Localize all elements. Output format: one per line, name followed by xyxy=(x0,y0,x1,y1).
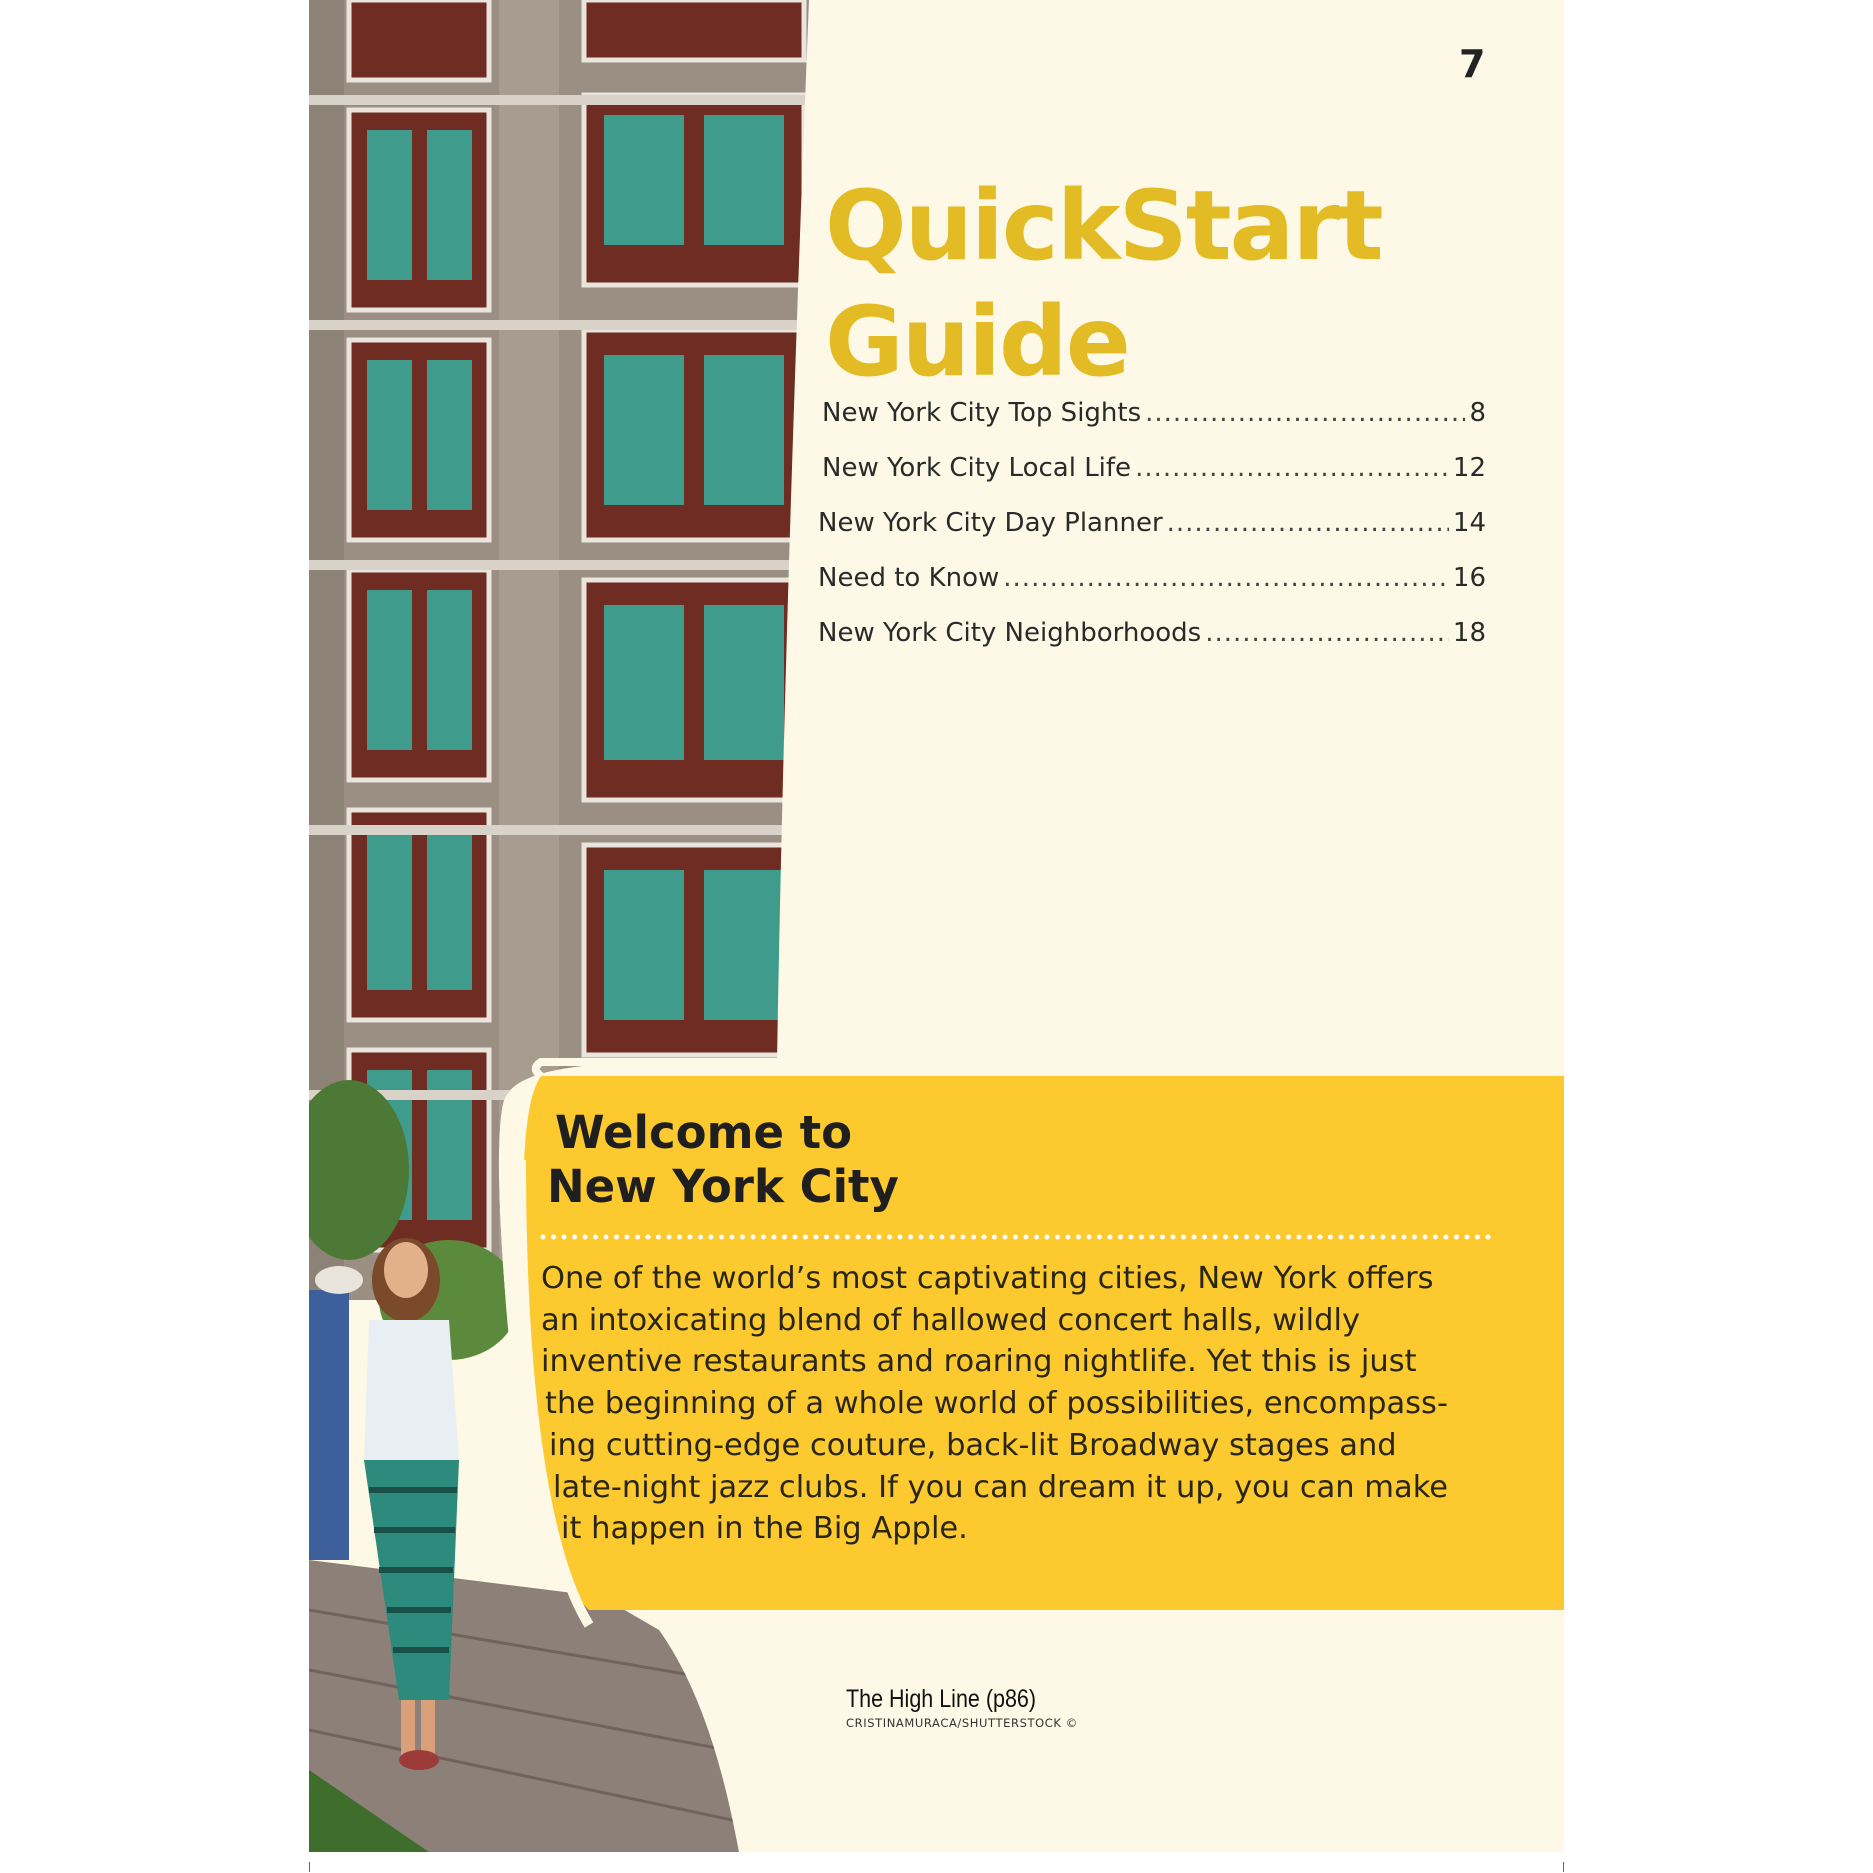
toc-entry-label: New York City Neighborhoods xyxy=(818,618,1202,648)
toc-entry-page: 18 xyxy=(1452,618,1486,648)
welcome-line: One of the world’s most captivating cities, New York offers xyxy=(541,1261,1434,1296)
toc-entry-top-sights[interactable] xyxy=(822,398,1486,453)
dotted-divider xyxy=(540,1233,1500,1241)
welcome-line: an intoxicating blend of hallowed concert halls, wildly xyxy=(541,1302,1360,1338)
welcome-heading-line-1: Welcome to xyxy=(555,1106,853,1159)
toc-leader-dots xyxy=(1145,398,1465,428)
toc-leader-dots xyxy=(1167,508,1449,538)
toc-entry-need-to-know[interactable] xyxy=(818,563,1486,618)
table-of-contents xyxy=(818,398,1486,673)
toc-entry-label: New York City Top Sights xyxy=(822,398,1142,428)
toc-entry-local-life[interactable] xyxy=(822,453,1486,508)
title-line-2: Guide xyxy=(825,286,1129,398)
toc-entry-label: New York City Local Life xyxy=(822,453,1132,483)
welcome-line: it happen in the Big Apple. xyxy=(561,1511,968,1547)
toc-leader-dots xyxy=(1003,563,1449,593)
title-line-1: QuickStart xyxy=(825,170,1382,282)
book-page xyxy=(309,0,1564,1852)
welcome-paragraph xyxy=(541,1258,1501,1550)
toc-leader-dots xyxy=(1135,453,1449,483)
toc-leader-dots xyxy=(1205,618,1449,648)
crop-mark-left xyxy=(309,1862,310,1872)
toc-entry-page: 14 xyxy=(1452,508,1486,538)
welcome-line: ing cutting-edge couture, back-lit Broadway stages and xyxy=(549,1427,1397,1463)
toc-entry-label: New York City Day Planner xyxy=(818,508,1163,538)
page-number: 7 xyxy=(1459,42,1486,86)
toc-entry-page: 8 xyxy=(1469,398,1486,428)
welcome-line: the beginning of a whole world of possibilities, encompass- xyxy=(545,1386,1448,1422)
photo-credit: CRISTINAMURACA/SHUTTERSTOCK © xyxy=(846,1716,1078,1730)
welcome-line: late-night jazz clubs. If you can dream it up, you can make xyxy=(553,1469,1449,1505)
toc-entry-page: 12 xyxy=(1452,453,1486,483)
toc-entry-day-planner[interactable] xyxy=(818,508,1486,563)
page-title xyxy=(825,168,1382,400)
toc-entry-neighborhoods[interactable] xyxy=(818,618,1486,673)
caption-title: The High Line (p86) xyxy=(846,1685,1037,1713)
photo-caption xyxy=(846,1685,1078,1730)
welcome-heading xyxy=(547,1106,899,1214)
toc-entry-page: 16 xyxy=(1452,563,1486,593)
welcome-line: inventive restaurants and roaring nightlife. Yet this is just xyxy=(541,1344,1417,1380)
toc-entry-label: Need to Know xyxy=(818,563,1000,593)
welcome-heading-line-2: New York City xyxy=(547,1160,899,1213)
crop-mark-right xyxy=(1563,1862,1564,1872)
